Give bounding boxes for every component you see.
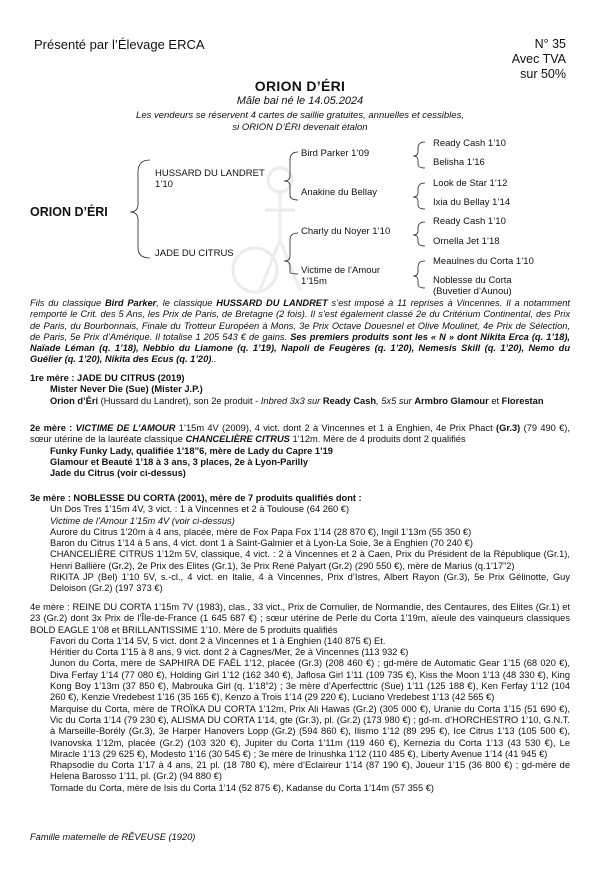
list-item: Victime de l’Amour 1’15m 4V (voir ci-dessus) — [50, 515, 235, 526]
third-dam-heading: 3e mère : NOBLESSE DU CORTA (2001), mère de 7 produits qualifiés dont : — [30, 493, 362, 503]
list-item: Jade du Citrus (voir ci-dessus) — [50, 468, 186, 479]
maternal-family: Famille maternelle de RÊVEUSE (1920) — [30, 832, 196, 842]
breeding-conditions: Les vendeurs se réservent 4 cartes de saillie gratuites, annuelles et cessibles, si ORION D’ÉRI devenait étalon — [136, 110, 464, 133]
sire-paragraph: Fils du classique Bird Parker, le classique HUSSARD DU LANDRET s’est imposé à 11 reprises à Vincennes. Il a notamment remporté le Crit. des 5 Ans, les Prix de Paris, de Bretagne (2 fois). Il s’est également classé 2e du Critérium Continental, des Prix de Paris, du Bourbonnais, Finale du Trotteur Européen à Mons, 3e Prix Octave Douesnel et Olive Moulinet, 4e Prix de Sélection, de Paris, 5e Prix d’Amérique. Il totalise 1 205 543 € de gains. Ses premiers produits sont les « N » dont Nikita Erca (q. 1’18), Naïade Léman (q. 1’18), Nebbio du Liamone (q. 1’19), Napoli de Feugères (q. 1’20), Nemesis Skill (q. 1’20), Nemo du Guélier (q. 1’20), Nikita des Ecus (q. 1’20).. — [30, 298, 570, 365]
list-item: Glamour et Beauté 1’18 à 3 ans, 3 places, 2e à Lyon-Parilly — [50, 456, 309, 467]
pedigree-dam-dam: Victime de l’Amour 1’15m — [301, 265, 381, 287]
list-item: Funky Funky Lady, qualifiée 1’18”6, mère de Lady du Capre 1’19 — [50, 445, 333, 456]
list-item: Héritier du Corta 1’15 à 8 ans, 9 vict. dont 2 à Cagnes/Mer, 2e à Vincennes (113 932 €) — [50, 647, 409, 658]
second-dam-heading: 2e mère : VICTIME DE L’AMOUR 1’15m 4V (2009), 4 vict. dont 2 à Vincennes et 1 à Enghien, 4e Prix Phact (Gr.3) (79 490 €), sœur utérine de la lauréate classique CHANCELIÈRE CITRUS 1’12m. Mère de 4 produits dont 2 qualifiés — [30, 423, 570, 445]
pedigree-subject: ORION D’ÉRI — [30, 205, 108, 219]
list-item: Orion d’Éri (Hussard du Landret), son 2e produit - Inbred 3x3 sur Ready Cash, 5x5 sur Armbro Glamour et Florestan — [50, 395, 544, 406]
pedigree-g3-3: Look de Star 1’12 — [433, 178, 508, 189]
pedigree-g3-1: Ready Cash 1’10 — [433, 138, 506, 149]
first-dam-heading: 1re mère : JADE DU CITRUS (2019) — [30, 373, 185, 383]
pedigree-g3-8: Noblesse du Corta (Buvetier d’Aunou) — [433, 275, 512, 297]
pedigree-g3-7: Meaulnes du Corta 1’10 — [433, 256, 534, 267]
pedigree-dam: JADE DU CITRUS — [155, 248, 234, 259]
list-item: Tornade du Corta, mère de Isis du Corta 1’14 (52 875 €), Kadanse du Corta 1’14m (57 355 €) — [50, 782, 434, 793]
list-item: Aurore du Citrus 1’20m à 4 ans, placée, mère de Fox Papa Fox 1’14 (28 870 €), Ingil 1’13m (55 350 €) — [50, 526, 472, 537]
fourth-dam-heading: 4e mère : REINE DU CORTA 1’15m 7V (1983), clas., 33 vict., Prix de Cornulier, de Normandie, des Centaures, des Elites (Gr.1) et 23 (Gr.2) dont 3x Prix de l’Île-de-France (1 645 687 €) ; sœur utérine de Perle du Corta 1’19m, aïeule des vainqueurs classiques BOLD EAGLE 1’08 et BRILLANTISSIME 1’10. Mère de 5 produits qualifiés — [30, 602, 570, 635]
vat-rate: sur 50% — [520, 67, 566, 81]
list-item: RIKITA JP (Bel) 1’10 5V, s.-cl., 4 vict. en Italie, 4 à Vincennes, Prix d’Istres, Albert Rayon (Gr.3), 5e Prix Gélinotte, Guy Deloison (Gr.2) (197 373 €) — [50, 572, 570, 594]
list-item: Junon du Corta, mère de SAPHIRA DE FAËL 1’12, placée (Gr.3) (208 460 €) ; gd-mère de Automatic Gear 1’15 (68 020 €), Diva Ferfay 1’14 (77 080 €), Holding Girl 1’12 (162 340 €), Jaflosa Girl 1’11 (109 735 €), Kiss the Moon 1’13 (48 330 €), King Kong Boy 1’13m (37 850 €), Mabrouka Girl (q. 1’18”2) ; 3e mère d’Aperfecttric (Sue) 1’11 (125 188 €), Ken Ferfay 1’12 (104 260 €), Kenzie Vredebest 1’16 (35 165 €), Kenzo à Trois 1’14 (29 220 €), Luciano Vredebest 1’13 (42 565 €) — [50, 658, 570, 703]
first-dam-section — [30, 373, 570, 407]
lot-number: N° 35 — [534, 37, 566, 51]
horse-description: Mâle bai né le 14.05.2024 — [236, 95, 364, 107]
pedigree-sire: HUSSARD DU LANDRET 1’10 — [155, 168, 265, 190]
list-item: Favori du Corta 1’14 5V, 5 vict. dont 2 à Vincennes et 1 à Enghien (140 875 €) Et. — [50, 635, 386, 646]
fourth-dam-section — [30, 602, 570, 794]
second-dam-section — [30, 423, 570, 479]
pedigree-dam-sire: Charly du Noyer 1’10 — [301, 226, 391, 237]
list-item: Un Dos Tres 1’15m 4V, 3 vict. : 1 à Vincennes et 2 à Toulouse (64 260 €) — [50, 504, 350, 515]
list-item: Baron du Citrus 1’14 à 5 ans, 4 vict. dont 1 à Saint-Galmier et à Lyon-La Soie, 3e à Enghien (70 240 €) — [50, 538, 473, 549]
list-item: CHANCELIÈRE CITRUS 1’12m 5V, classique, 4 vict. : 2 à Vincennes et 2 à Caen, Prix du Président de la République (Gr.1), Henri Ballière (Gr.2), 2e Prix des Elites (Gr.1), 3e Prix René Palyart (Gr.2) (290 550 €), mère de Marius (q.1’17”2) — [50, 549, 570, 571]
pedigree-g3-2: Belisha 1’16 — [433, 157, 485, 168]
pedigree-g3-6: Ornella Jet 1’18 — [433, 236, 500, 247]
pedigree-g3-4: Ixia du Bellay 1’14 — [433, 197, 511, 208]
list-item: Marquise du Corta, mère de TROÏKA DU CORTA 1’12m, Prix Ali Hawas (Gr.2) (305 000 €), Uranie du Corta 1’15 (51 690 €), Vic du Corta 1’14 (79 230 €), ALISMA DU CORTA 1’14, gte (Gr.3), pl. (Gr.2) (173 980 €) ; gd-m. d’HORCHESTRO 1’10, G.N.T. à Marseille-Borély (Gr.3), 3e Harper Hanovers Lopp (Gr.2) (594 860 €), Ilismo 1’12 (89 295 €), Ice Citrus 1’13 (105 500 €), Ivanovska 1’12m, placée (Gr.2) (103 320 €), Jupiter du Corta 1’11m (119 460 €), Kernezia du Corta 1’13 (43 530 €), Le Miracle 1’13 (29 625 €), Modesto 1’16 (30 545 €) ; 3e mère de Irinushka 1’12 (110 485 €), Liberty Avenue 1’14 (41 945 €) — [50, 703, 570, 759]
page-title: ORION D’ÉRI — [254, 78, 346, 94]
lot-info — [512, 37, 566, 82]
vat-label: Avec TVA — [511, 52, 566, 66]
pedigree-sire-dam: Anakine du Bellay — [301, 187, 378, 198]
third-dam-section — [30, 493, 570, 595]
presented-by: Présenté par l’Élevage ERCA — [34, 37, 205, 52]
pedigree-g3-5: Ready Cash 1’10 — [433, 216, 506, 227]
list-item: Rhapsodie du Corta 1’17 à 4 ans, 21 pl. (18 780 €), mère d’Eclaireur 1’14 (87 190 €), Joueur 1’15 (36 800 €) ; gd-mère de Helena Barosso 1’11, pl. (Gr.2) (94 880 €) — [50, 760, 570, 782]
pedigree-sire-sire: Bird Parker 1’09 — [301, 148, 370, 159]
list-item: Mister Never Die (Sue) (Mister J.P.) — [50, 384, 203, 395]
